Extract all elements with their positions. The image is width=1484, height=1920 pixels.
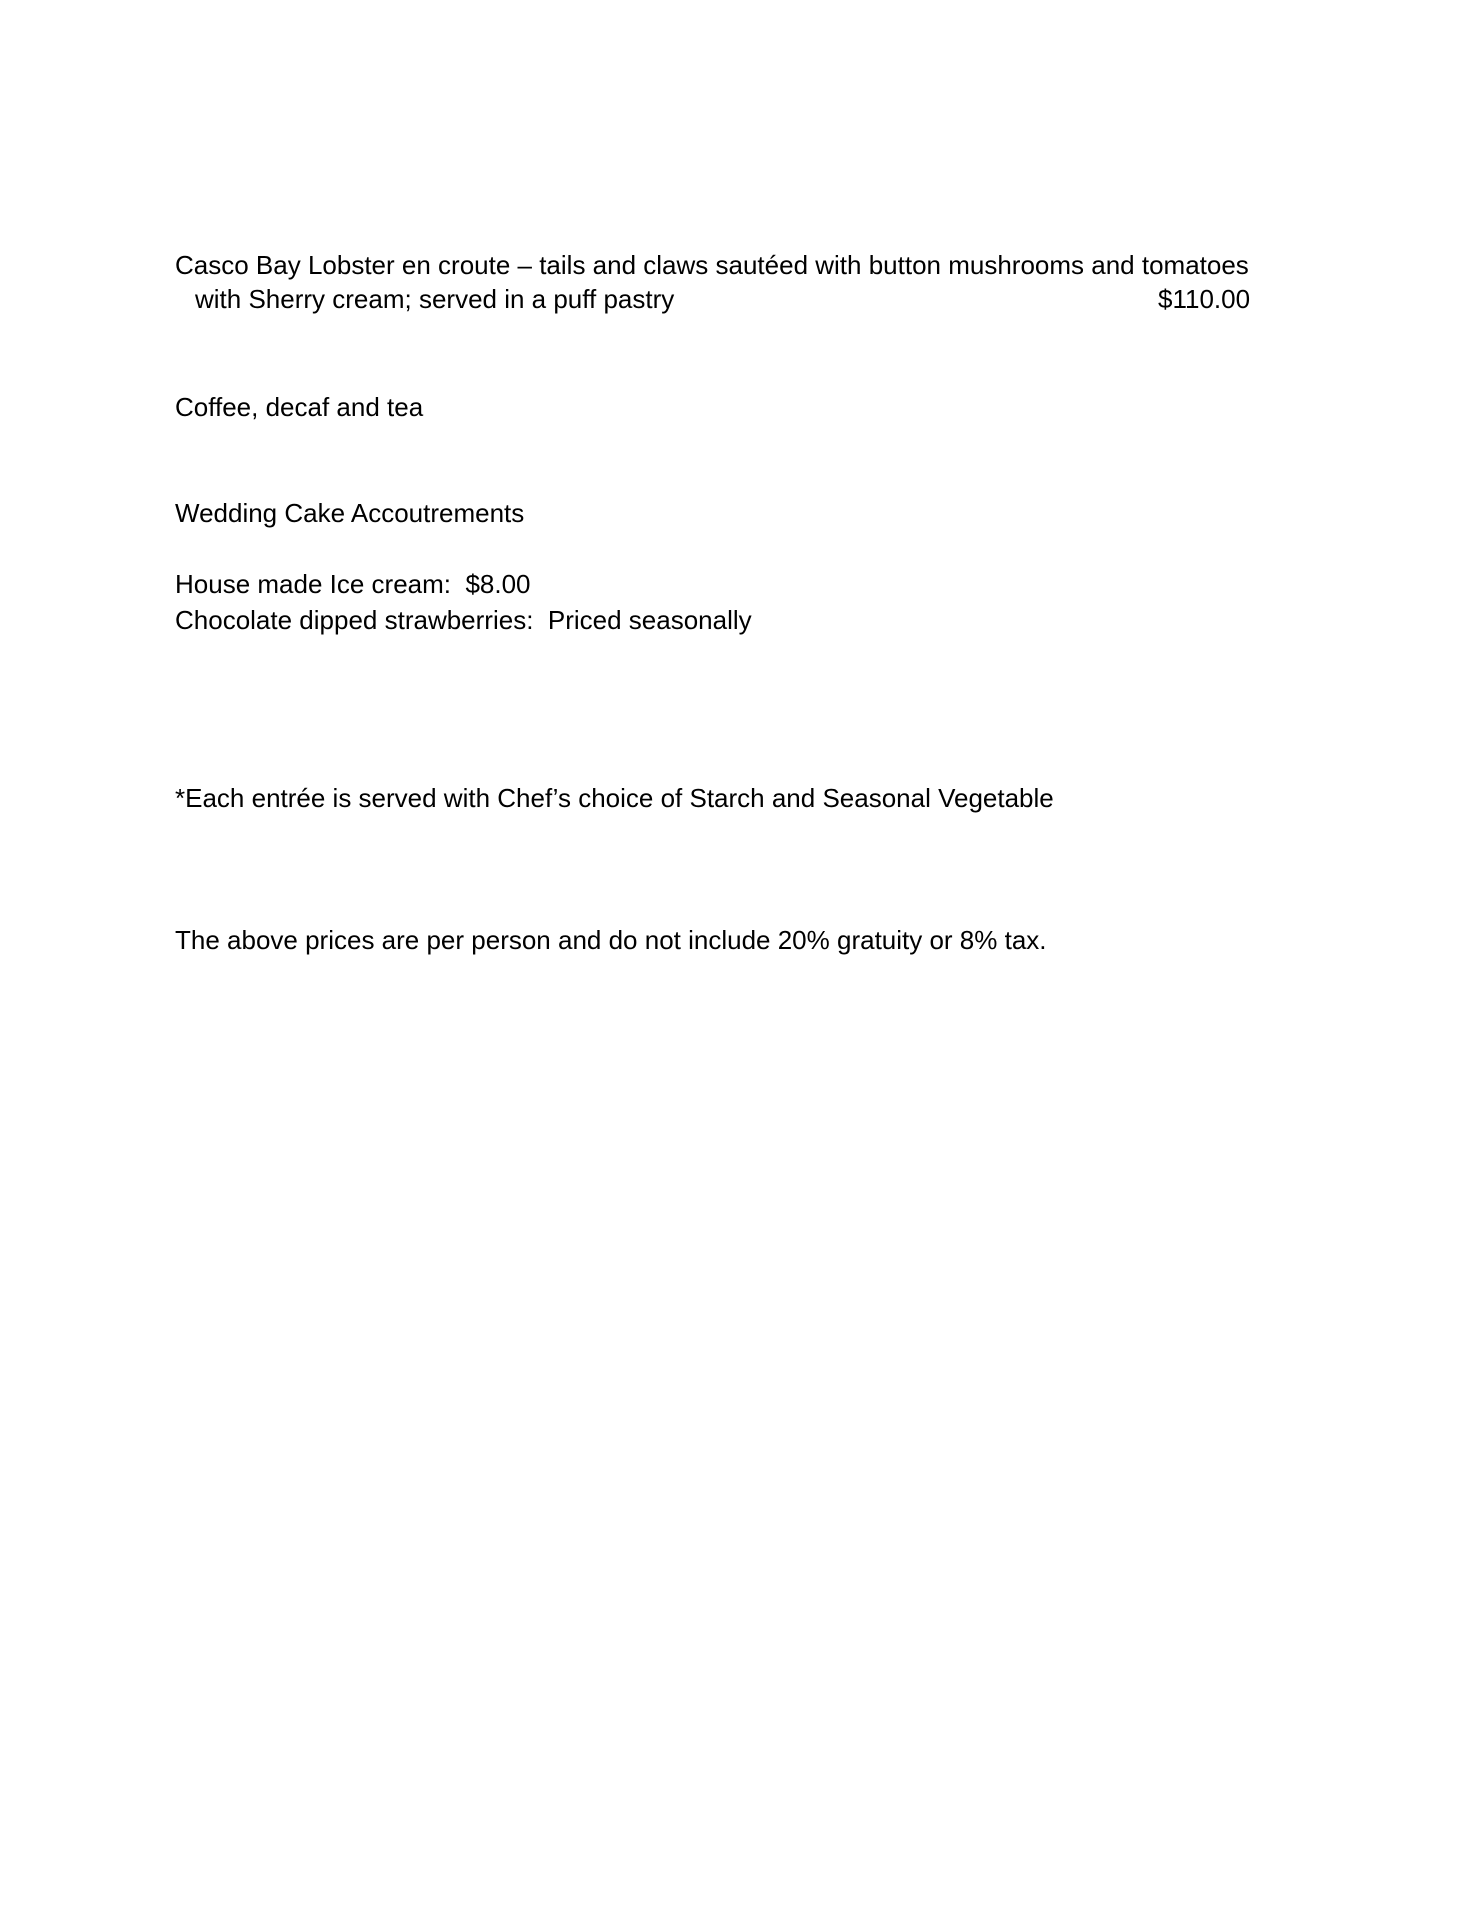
entree-note: *Each entrée is served with Chef’s choice of Starch and Seasonal Vegetable (175, 783, 1054, 813)
lobster-description-line-1: Casco Bay Lobster en croute – tails and claws sautéed with button mushrooms and tomatoes (175, 250, 1249, 280)
strawberries-item: Chocolate dipped strawberries: Priced seasonally (175, 605, 752, 635)
lobster-price: $110.00 (1158, 284, 1251, 314)
lobster-description-line-2: with Sherry cream; served in a puff pastry (195, 284, 675, 314)
pricing-note: The above prices are per person and do not include 20% gratuity or 8% tax. (175, 925, 1047, 955)
beverages-line: Coffee, decaf and tea (175, 392, 424, 422)
cake-accoutrements-heading: Wedding Cake Accoutrements (175, 498, 525, 528)
ice-cream-item: House made Ice cream: $8.00 (175, 569, 531, 599)
